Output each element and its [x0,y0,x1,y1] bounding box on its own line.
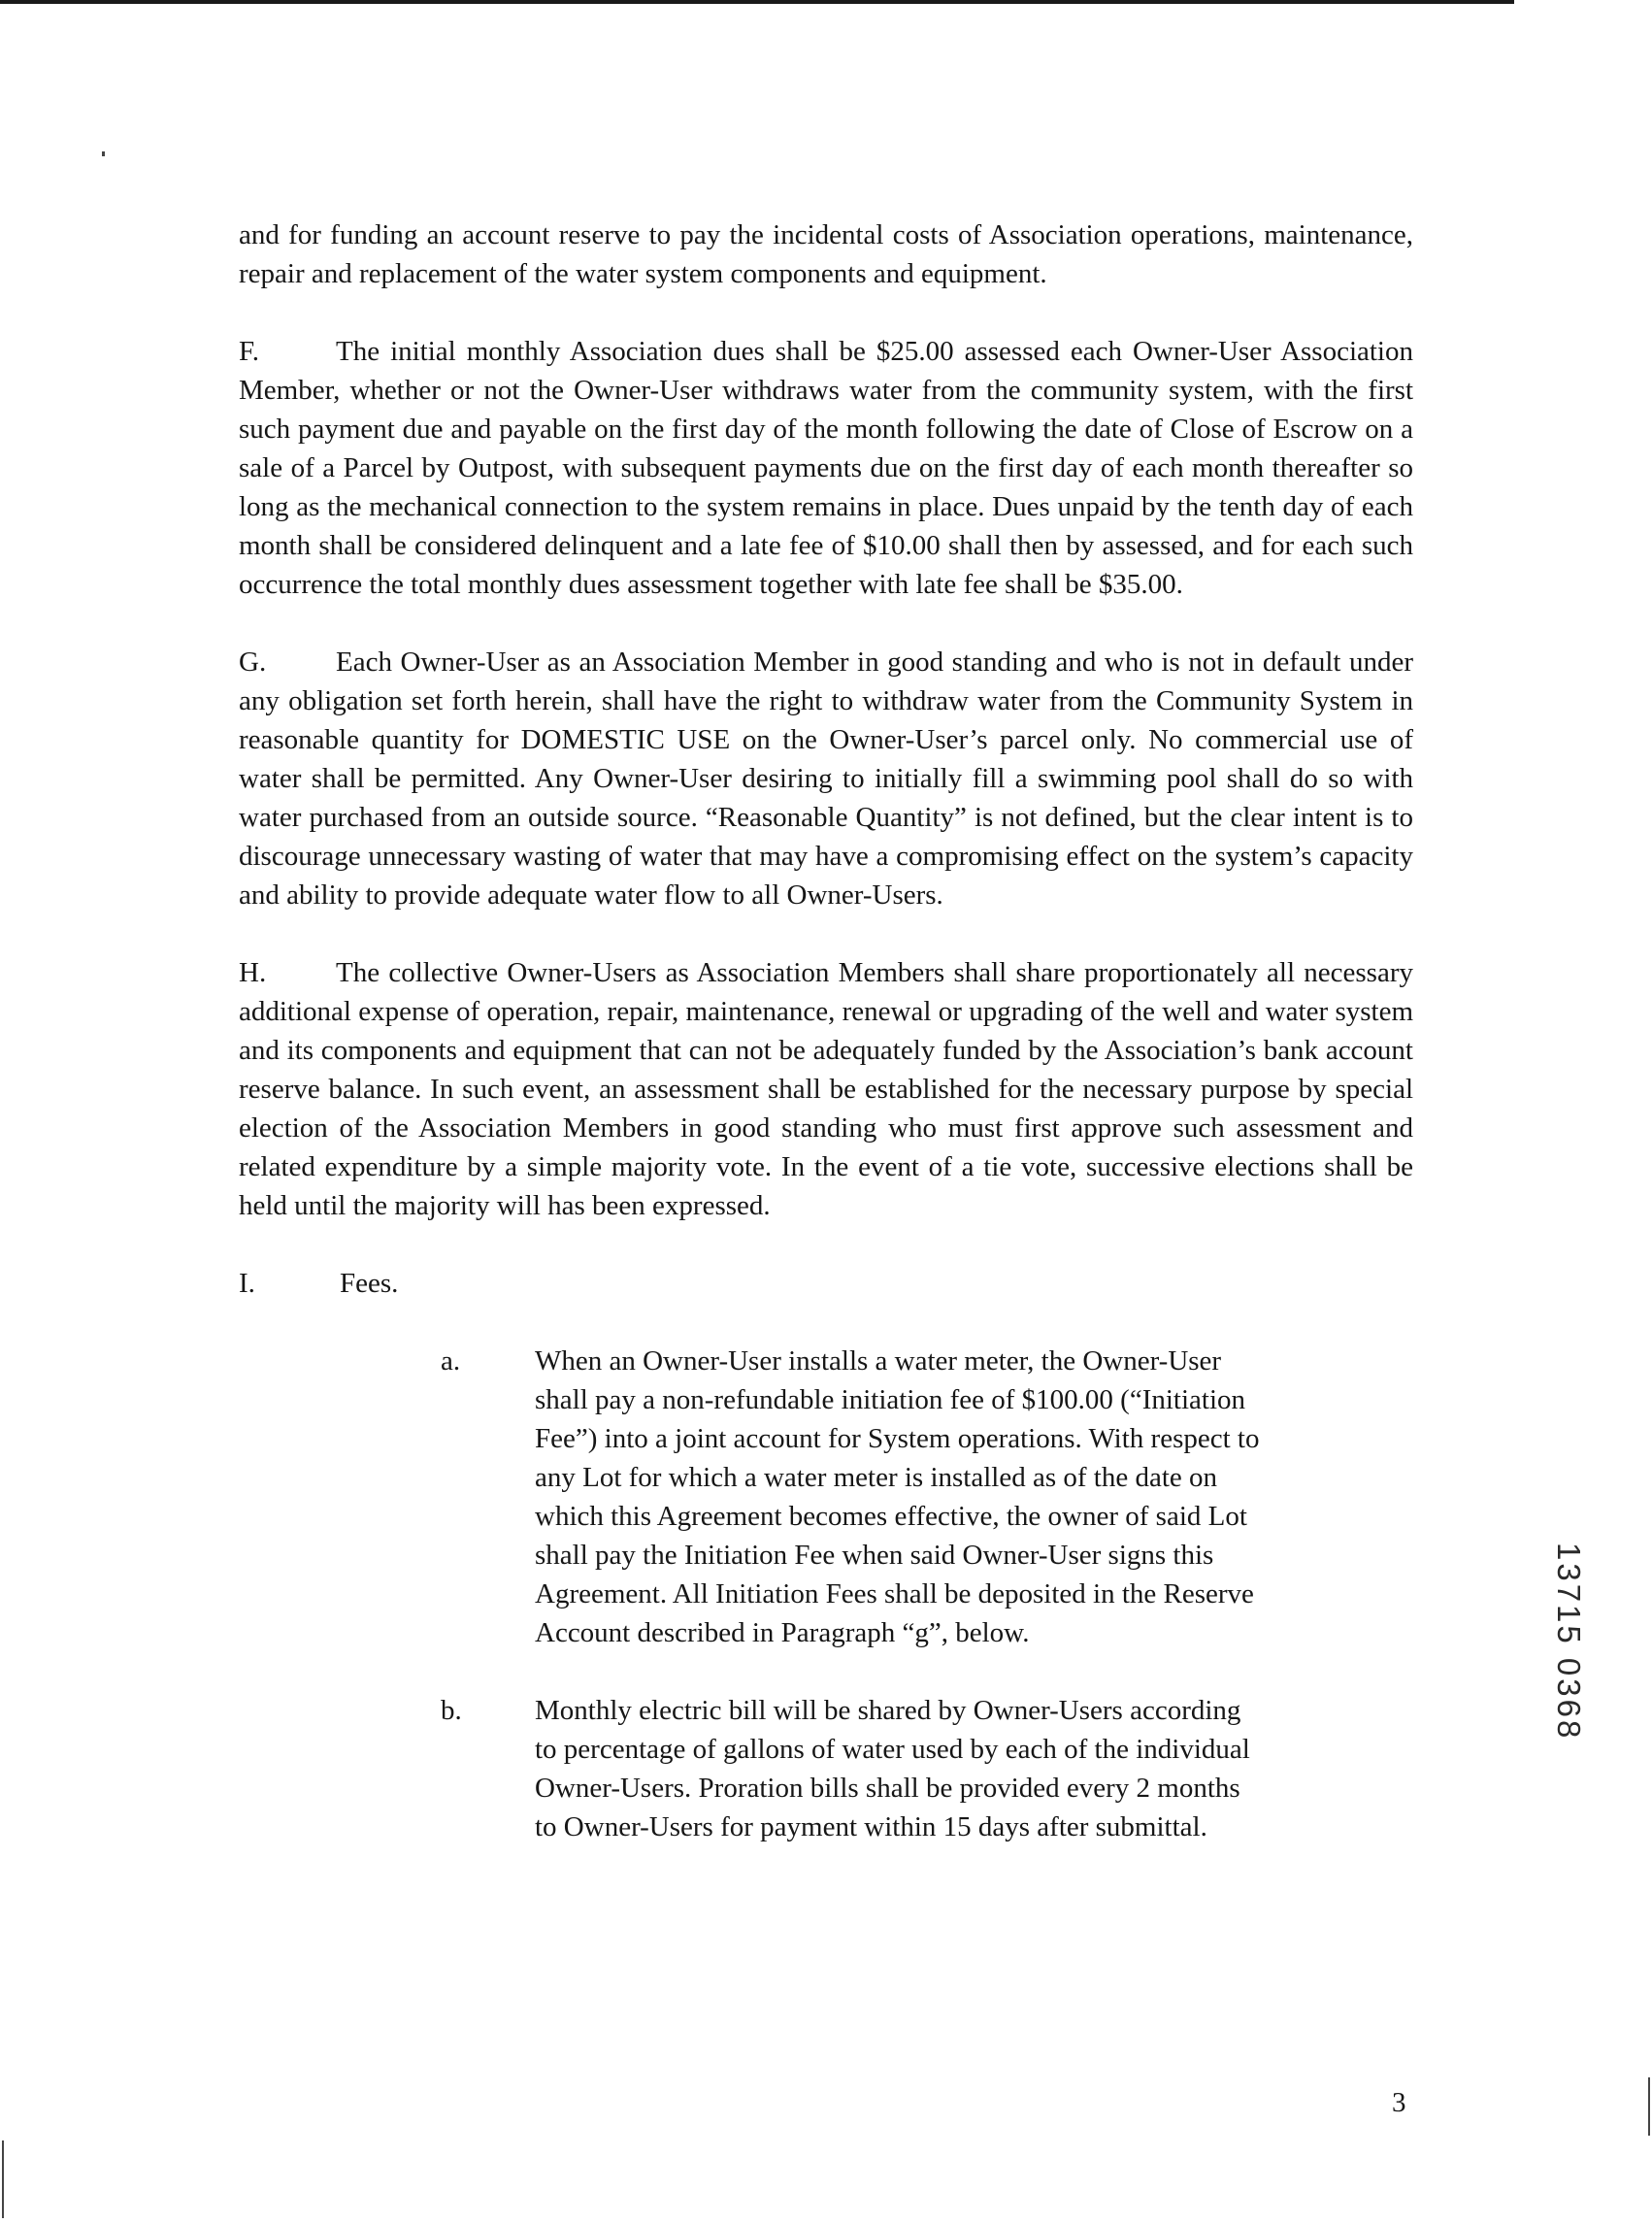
scan-speck [102,151,105,156]
recording-stamp: 13715 0368 [1551,1543,1587,1742]
paragraph-text: Each Owner-User as an Association Member in good standing and who is not in default under any obligation set forth herein, shall have the right to withdraw water from the Community System in reasonable quantity for DOMESTIC USE on the Owner-User’s parcel only. No commercial use of water shall be permitted. Any Owner-User desiring to initially fill a swimming pool shall do so with water purchased from an outside source. “Reasonable Quantity” is not defined, but the clear intent is to discourage unnecessary wasting of water that may have a compromising effect on the system’s capacity and ability to provide adequate water flow to all Owner-Users. [239,647,1413,911]
paragraph-f [239,332,1413,604]
section-i-heading [239,1264,1413,1303]
page-number: 3 [1392,2087,1406,2118]
paragraph-g [239,643,1413,914]
scan-top-border [0,0,1514,4]
intro-paragraph: and for funding an account reserve to pay the incidental costs of Association operations, maintenance, repair and replacement of the water system components and equipment. [239,219,1413,289]
scan-edge-mark-right [1648,2077,1650,2136]
paragraph-letter: H. [239,957,267,988]
paragraph-text: The collective Owner-Users as Association Members shall share proportionately all necessary additional expense of operation, repair, maintenance, renewal or upgrading of the well and water system and its components and equipment that can not be adequately funded by the Association’s bank account reserve balance. In such event, an assessment shall be established for the necessary purpose by special election of the Association Members in good standing who must first approve such assessment and related expenditure by a simple majority vote. In the event of a tie vote, successive elections shall be held until the majority will has been expressed. [239,957,1413,1221]
paragraph-h [239,953,1413,1225]
section-title: Fees. [340,1268,399,1299]
section-letter: I. [239,1268,255,1299]
subitem-letter: a. [441,1345,461,1377]
scan-edge-mark-left [2,2140,4,2218]
paragraph-text: The initial monthly Association dues shall be $25.00 assessed each Owner-User Association Member, whether or not the Owner-User withdraws water from the community system, with the first such payment due and payable on the first day of the month following the date of Close of Escrow on a sale of a Parcel by Outpost, with subsequent payments due on the first day of each month thereafter so long as the mechanical connection to the system remains in place. Dues unpaid by the tenth day of each month shall be considered delinquent and a late fee of $10.00 shall then by assessed, and for each such occurrence the total monthly dues assessment together with late fee shall be $35.00. [239,336,1413,600]
document-body [239,216,1413,1885]
fees-item-b [441,1691,1268,1846]
paragraph-letter: G. [239,647,267,678]
subitem-text: When an Owner-User installs a water meter, the Owner-User shall pay a non-refundable initiation fee of $100.00 (“Initiation Fee”) into a joint account for System operations. With respect to any Lot for which a water meter is installed as of the date on which this Agreement becomes effective, the owner of said Lot shall pay the Initiation Fee when said Owner-User signs this Agreement. All Initiation Fees shall be deposited in the Reserve Account described in Paragraph “g”, below. [535,1345,1260,1648]
subitem-text: Monthly electric bill will be shared by Owner-Users according to percentage of gallons of water used by each of the individual Owner-Users. Proration bills shall be provided every 2 months to Owner-Users for payment within 15 days after submittal. [535,1695,1250,1842]
fees-item-a [441,1342,1268,1652]
paragraph-letter: F. [239,336,260,367]
subitem-letter: b. [441,1695,462,1726]
